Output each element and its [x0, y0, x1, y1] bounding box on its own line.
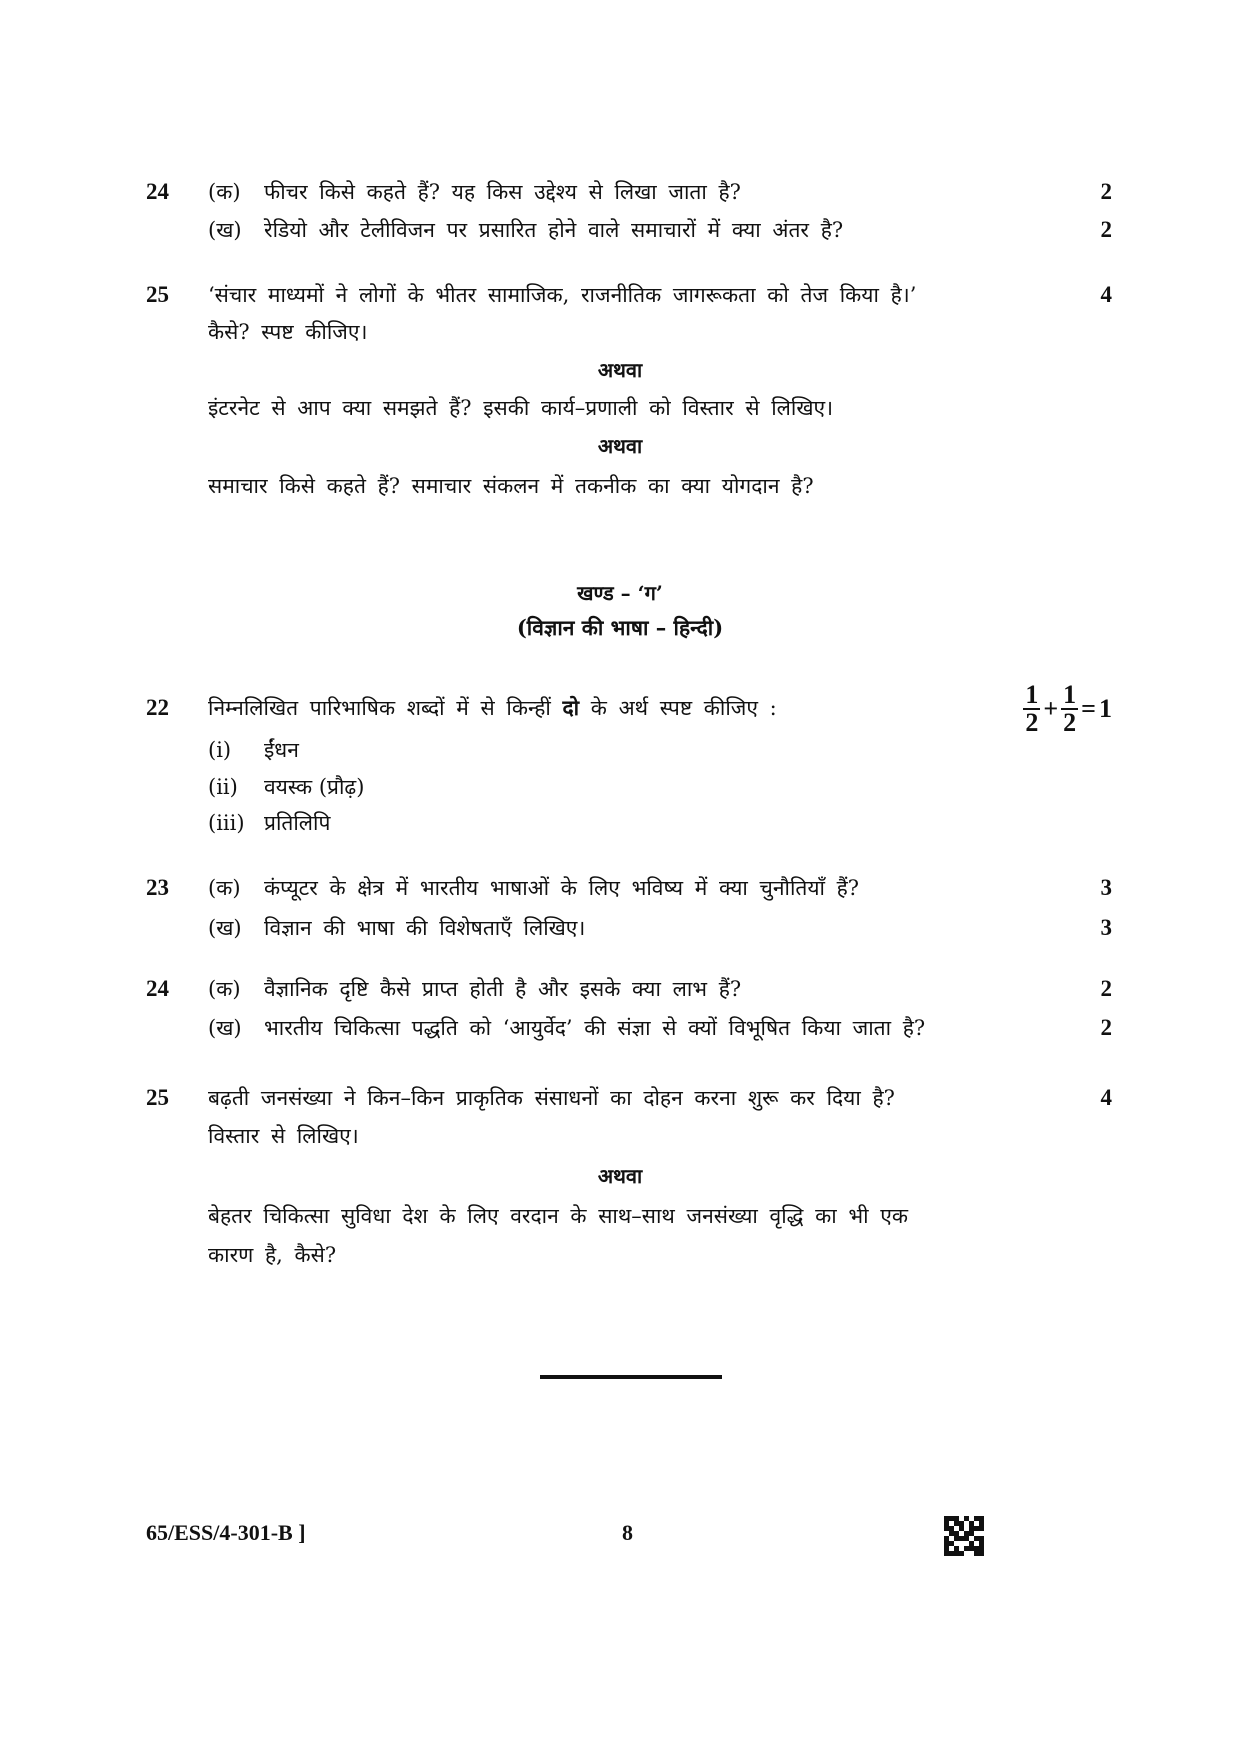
list-item — [0, 730, 1240, 770]
question-text: विस्तार से लिखिए। — [208, 1124, 359, 1148]
page-number: 8 — [622, 1520, 633, 1545]
question-number: 22 — [146, 695, 169, 720]
marks: 3 — [1100, 875, 1112, 900]
marks: 2 — [1100, 976, 1112, 1001]
question-text: कंप्यूटर के क्षेत्र में भारतीय भाषाओं के लिए भविष्य में क्या चुनौतियाँ हैं? — [264, 876, 860, 900]
question-text: रेडियो और टेलीविजन पर प्रसारित होने वाले समाचारों में क्या अंतर है? — [264, 218, 844, 242]
fraction-half — [1023, 682, 1040, 736]
question-number: 25 — [146, 1085, 169, 1110]
part-label: (क) — [208, 180, 241, 204]
question-text: बढ़ती जनसंख्या ने किन–किन प्राकृतिक संसाधनों का दोहन करना शुरू कर दिया है? — [208, 1086, 895, 1110]
marks-total: 1 — [1099, 694, 1112, 723]
fraction-half — [1061, 682, 1078, 736]
question-text: ‘संचार माध्यमों ने लोगों के भीतर सामाजिक, राजनीतिक जागरूकता को तेज किया है।’ — [208, 283, 917, 307]
q25-alt-line1 — [0, 1196, 1240, 1236]
q24-b — [0, 1008, 1240, 1048]
marks: 4 — [1100, 1085, 1112, 1110]
question-text: विज्ञान की भाषा की विशेषताएँ लिखिए। — [264, 916, 586, 940]
question-text: फीचर किसे कहते हैं? यह किस उद्देश्य से लिखा जाता है? — [264, 180, 741, 204]
question-number: 24 — [146, 976, 169, 1001]
or-label: अथवा — [597, 1164, 643, 1188]
question-text: वैज्ञानिक दृष्टि कैसे प्राप्त होती है और इसके क्या लाभ हैं? — [264, 977, 742, 1001]
list-item — [0, 767, 1240, 807]
denominator: 2 — [1025, 708, 1039, 737]
item-label: (ii) — [208, 775, 238, 799]
question-text: भारतीय चिकित्सा पद्धति को ‘आयुर्वेद’ की संज्ञा से क्यों विभूषित किया जाता है? — [264, 1016, 926, 1040]
item-label: (i) — [208, 738, 232, 762]
q25-alt-line2 — [0, 1235, 1240, 1275]
section-subheading: (विज्ञान की भाषा – हिन्दी) — [516, 615, 724, 640]
or-label: अथवा — [597, 434, 643, 458]
q23-a — [0, 868, 1240, 908]
item-text: प्रतिलिपि — [264, 811, 331, 835]
question-number: 23 — [146, 875, 169, 900]
list-item — [0, 803, 1240, 843]
or-label: अथवा — [597, 358, 643, 382]
equals-sign: = — [1081, 694, 1096, 723]
prev-q25-alt1 — [0, 388, 1240, 428]
end-rule — [540, 1375, 722, 1379]
marks: 2 — [1100, 217, 1112, 242]
item-text: वयस्क (प्रौढ़) — [264, 775, 365, 799]
question-number: 24 — [146, 179, 169, 204]
q24-a — [0, 969, 1240, 1009]
marks: 2 — [1100, 1015, 1112, 1040]
q23-b — [0, 908, 1240, 948]
marks: 3 — [1100, 915, 1112, 940]
prev-q25-line2 — [0, 312, 1240, 352]
question-text: समाचार किसे कहते हैं? समाचार संकलन में तकनीक का क्या योगदान है? — [208, 474, 814, 498]
item-label: (iii) — [208, 811, 245, 835]
part-label: (ख) — [208, 1016, 242, 1040]
part-label: (ख) — [208, 218, 242, 242]
question-text: कारण है, कैसे? — [208, 1243, 337, 1267]
plus-sign: + — [1043, 694, 1059, 723]
denominator: 2 — [1063, 708, 1077, 737]
prev-q25-alt2 — [0, 466, 1240, 506]
question-text: बेहतर चिकित्सा सुविधा देश के लिए वरदान के साथ–साथ जनसंख्या वृद्धि का भी एक — [208, 1204, 908, 1228]
question-text: इंटरनेट से आप क्या समझते हैं? इसकी कार्य–प्रणाली को विस्तार से लिखिए। — [208, 396, 834, 420]
part-label: (क) — [208, 876, 241, 900]
marks-fraction — [1023, 682, 1112, 736]
question-text-post: के अर्थ स्पष्ट कीजिए : — [590, 696, 777, 720]
qr-code-icon — [944, 1516, 984, 1556]
q25-line1 — [0, 1078, 1240, 1118]
prev-q24-b — [0, 210, 1240, 250]
numerator: 1 — [1063, 680, 1077, 709]
question-number: 25 — [146, 282, 169, 307]
question-text-pre: निम्नलिखित पारिभाषिक शब्दों में से किन्हीं — [208, 696, 551, 720]
question-text — [208, 688, 777, 728]
question-text-emphasis: दो — [562, 695, 580, 720]
question-text: कैसे? स्पष्ट कीजिए। — [208, 320, 368, 344]
numerator: 1 — [1025, 680, 1039, 709]
section-heading: खण्ड – ‘ग’ — [577, 581, 663, 605]
paper-code: 65/ESS/4-301-B ] — [146, 1520, 306, 1545]
q25-line2 — [0, 1116, 1240, 1156]
part-label: (क) — [208, 977, 241, 1001]
prev-q24-a — [0, 172, 1240, 212]
marks: 2 — [1100, 179, 1112, 204]
marks: 4 — [1100, 282, 1112, 307]
part-label: (ख) — [208, 916, 242, 940]
prev-q25-line1 — [0, 275, 1240, 315]
item-text: ईंधन — [264, 738, 299, 762]
